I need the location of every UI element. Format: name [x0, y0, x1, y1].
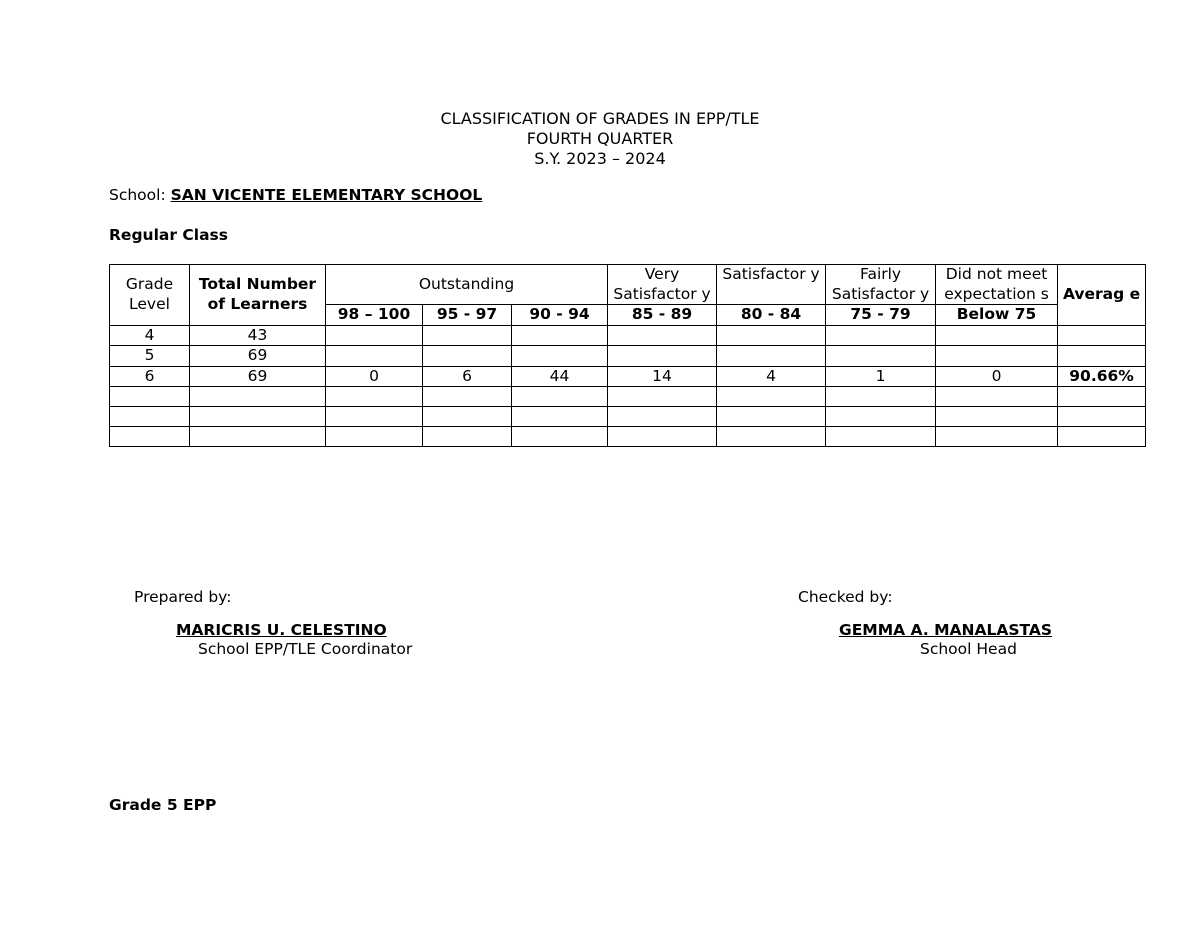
- range-below-75-cell: [936, 407, 1058, 427]
- total-cell: 69: [190, 366, 326, 387]
- range-90-94-cell: 44: [512, 366, 608, 387]
- grade-cell: [110, 387, 190, 407]
- average-cell: [1058, 387, 1146, 407]
- checked-by-role: School Head: [920, 640, 1017, 658]
- range-95-97: 95 - 97: [423, 305, 512, 326]
- total-cell: 69: [190, 346, 326, 367]
- header-did-not-meet: Did not meet expectation s: [936, 265, 1058, 305]
- range-90-94: 90 - 94: [512, 305, 608, 326]
- prepared-by-name: MARICRIS U. CELESTINO: [176, 621, 387, 639]
- range-98-100-cell: [326, 387, 423, 407]
- range-98-100: 98 – 100: [326, 305, 423, 326]
- range-90-94-cell: [512, 325, 608, 346]
- range-90-94-cell: [512, 387, 608, 407]
- header-fairly-satisfactory: Fairly Satisfactor y: [826, 265, 936, 305]
- range-95-97-cell: [423, 325, 512, 346]
- range-85-89-cell: [608, 346, 717, 367]
- range-80-84: 80 - 84: [717, 305, 826, 326]
- grades-table: [109, 264, 1146, 447]
- range-below-75-cell: [936, 427, 1058, 447]
- range-75-79-cell: [826, 427, 936, 447]
- range-90-94-cell: [512, 346, 608, 367]
- range-98-100-cell: [326, 346, 423, 367]
- table-row: [110, 387, 1146, 407]
- grade-cell: [110, 427, 190, 447]
- range-95-97-cell: [423, 387, 512, 407]
- header-very-satisfactory: Very Satisfactor y: [608, 265, 717, 305]
- title-line-3: S.Y. 2023 – 2024: [534, 149, 666, 168]
- range-90-94-cell: [512, 427, 608, 447]
- range-98-100-cell: 0: [326, 366, 423, 387]
- range-below-75: Below 75: [936, 305, 1058, 326]
- range-85-89-cell: [608, 407, 717, 427]
- grade-cell: [110, 407, 190, 427]
- total-cell: 43: [190, 325, 326, 346]
- table-body: [110, 325, 1146, 447]
- class-type: Regular Class: [109, 226, 228, 244]
- total-cell: [190, 407, 326, 427]
- range-98-100-cell: [326, 427, 423, 447]
- table-row: [110, 325, 1146, 346]
- range-75-79: 75 - 79: [826, 305, 936, 326]
- header-row: [110, 265, 1146, 305]
- range-90-94-cell: [512, 407, 608, 427]
- range-80-84-cell: [717, 407, 826, 427]
- school-line: [109, 186, 482, 204]
- average-cell: [1058, 407, 1146, 427]
- grade-cell: 4: [110, 325, 190, 346]
- range-95-97-cell: [423, 346, 512, 367]
- header-grade-level: Grade Level: [110, 265, 190, 326]
- total-cell: [190, 427, 326, 447]
- checked-by-name: GEMMA A. MANALASTAS: [839, 621, 1053, 639]
- range-below-75-cell: [936, 387, 1058, 407]
- range-85-89-cell: 14: [608, 366, 717, 387]
- title-line-1: CLASSIFICATION OF GRADES IN EPP/TLE: [440, 109, 760, 128]
- range-85-89-cell: [608, 387, 717, 407]
- range-75-79-cell: [826, 346, 936, 367]
- table-row: [110, 346, 1146, 367]
- range-85-89: 85 - 89: [608, 305, 717, 326]
- range-80-84-cell: [717, 325, 826, 346]
- range-85-89-cell: [608, 325, 717, 346]
- footer-note: Grade 5 EPP: [109, 796, 217, 814]
- table-row: [110, 366, 1146, 387]
- range-80-84-cell: 4: [717, 366, 826, 387]
- prepared-by-role: School EPP/TLE Coordinator: [198, 640, 413, 658]
- range-below-75-cell: 0: [936, 366, 1058, 387]
- header-average: Averag e: [1058, 265, 1146, 326]
- average-cell: [1058, 427, 1146, 447]
- document-title: [0, 109, 1200, 169]
- range-95-97-cell: [423, 427, 512, 447]
- range-95-97-cell: [423, 407, 512, 427]
- range-80-84-cell: [717, 427, 826, 447]
- range-75-79-cell: [826, 387, 936, 407]
- range-98-100-cell: [326, 407, 423, 427]
- range-98-100-cell: [326, 325, 423, 346]
- table-row: [110, 407, 1146, 427]
- table-row: [110, 427, 1146, 447]
- header-total-learners: Total Number of Learners: [190, 265, 326, 326]
- range-95-97-cell: 6: [423, 366, 512, 387]
- range-75-79-cell: [826, 407, 936, 427]
- header-satisfactory: Satisfactor y: [717, 265, 826, 305]
- total-cell: [190, 387, 326, 407]
- school-name: SAN VICENTE ELEMENTARY SCHOOL: [170, 186, 483, 204]
- average-cell: [1058, 325, 1146, 346]
- school-label: School:: [109, 186, 166, 204]
- range-80-84-cell: [717, 387, 826, 407]
- range-75-79-cell: 1: [826, 366, 936, 387]
- range-85-89-cell: [608, 427, 717, 447]
- range-75-79-cell: [826, 325, 936, 346]
- range-below-75-cell: [936, 325, 1058, 346]
- checked-by-label: Checked by:: [798, 588, 893, 606]
- header-outstanding: Outstanding: [326, 265, 608, 305]
- title-line-2: FOURTH QUARTER: [526, 129, 674, 148]
- range-below-75-cell: [936, 346, 1058, 367]
- range-80-84-cell: [717, 346, 826, 367]
- average-cell: 90.66%: [1058, 366, 1146, 387]
- prepared-by-label: Prepared by:: [134, 588, 232, 606]
- average-cell: [1058, 346, 1146, 367]
- grade-cell: 5: [110, 346, 190, 367]
- grade-cell: 6: [110, 366, 190, 387]
